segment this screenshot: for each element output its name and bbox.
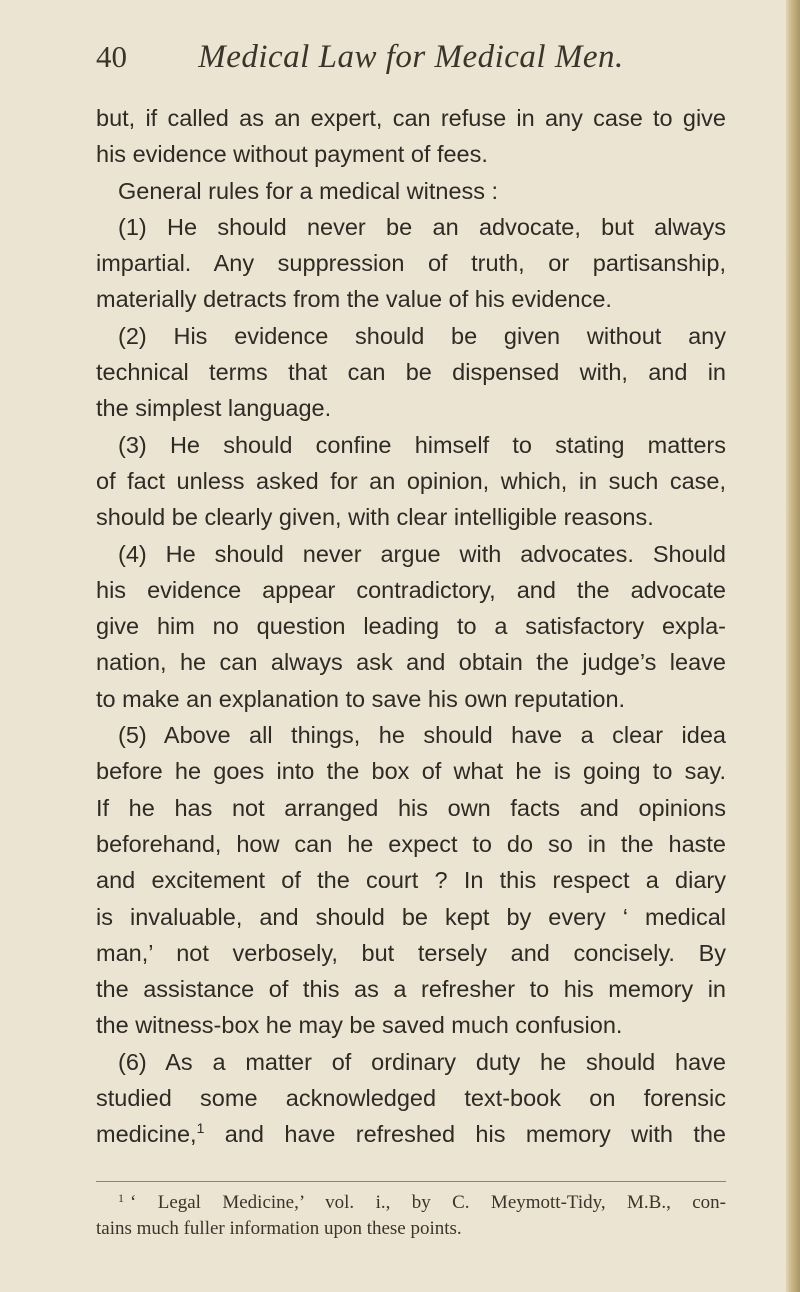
footnote-reference: 1 <box>196 1120 205 1137</box>
text-line: the simplest language. <box>96 395 332 422</box>
text-line: but, if called as an expert, can refuse in any case to give <box>96 105 726 131</box>
text-line: of fact unless asked for an opinion, which, in such case, <box>96 467 726 494</box>
text-line: before he goes into the box of what he is going to say. <box>96 758 726 785</box>
text-line: impartial. Any suppression of truth, or partisanship, <box>96 250 726 277</box>
text-line: (2) His evidence should be given without any <box>118 322 726 349</box>
footnote-divider <box>96 1181 726 1182</box>
footnote-marker: 1 <box>118 1191 124 1205</box>
text-line-with-footnote <box>96 1116 726 1152</box>
footnote <box>96 1190 726 1242</box>
text-line: (1) He should never be an advocate, but always <box>118 213 726 240</box>
text-line: If he has not arranged his own facts and opinions <box>96 794 726 821</box>
footnote-line: tains much fuller information upon these points. <box>96 1218 462 1239</box>
page-number: 40 <box>96 39 127 74</box>
running-title: Medical Law for Medical Men. <box>198 39 624 75</box>
text-line: (3) He should confine himself to stating matters <box>118 431 726 458</box>
text-line: nation, he can always ask and obtain the judge’s leave <box>96 649 726 676</box>
text-line: (5) Above all things, he should have a clear idea <box>118 722 726 749</box>
text-line: his evidence without payment of fees. <box>96 141 488 168</box>
footnote-text: ‘ Legal Medicine,’ vol. i., by C. Meymott-Tidy, M.B., con- <box>130 1192 726 1213</box>
text-line: his evidence appear contradictory, and the advocate <box>96 576 726 603</box>
text-line: technical terms that can be dispensed with, and in <box>96 359 726 386</box>
text-fragment: and have refreshed his memory with the <box>224 1121 726 1148</box>
text-line: (4) He should never argue with advocates. Should <box>118 540 726 567</box>
text-line: should be clearly given, with clear intelligible reasons. <box>96 504 654 531</box>
body-text <box>96 100 726 1153</box>
text-line: man,’ not verbosely, but tersely and concisely. By <box>96 939 726 966</box>
section-heading: General rules for a medical witness : <box>118 177 499 204</box>
text-line: beforehand, how can he expect to do so in the haste <box>96 830 726 857</box>
page-header <box>96 34 726 80</box>
text-fragment: medicine, <box>96 1121 197 1148</box>
text-line: and excitement of the court ? In this respect a diary <box>96 867 726 894</box>
text-line: give him no question leading to a satisfactory expla- <box>96 613 726 640</box>
text-line: to make an explanation to save his own reputation. <box>96 685 626 712</box>
page-edge-shadow <box>786 0 800 1292</box>
text-line: materially detracts from the value of his evidence. <box>96 286 612 313</box>
text-line: studied some acknowledged text-book on forensic <box>96 1085 726 1112</box>
footnote-line <box>96 1190 726 1216</box>
text-line: (6) As a matter of ordinary duty he should have <box>118 1048 726 1075</box>
text-line: is invaluable, and should be kept by every ‘ medical <box>96 903 726 930</box>
text-line: the witness-box he may be saved much confusion. <box>96 1012 623 1039</box>
text-line: the assistance of this as a refresher to his memory in <box>96 976 726 1003</box>
